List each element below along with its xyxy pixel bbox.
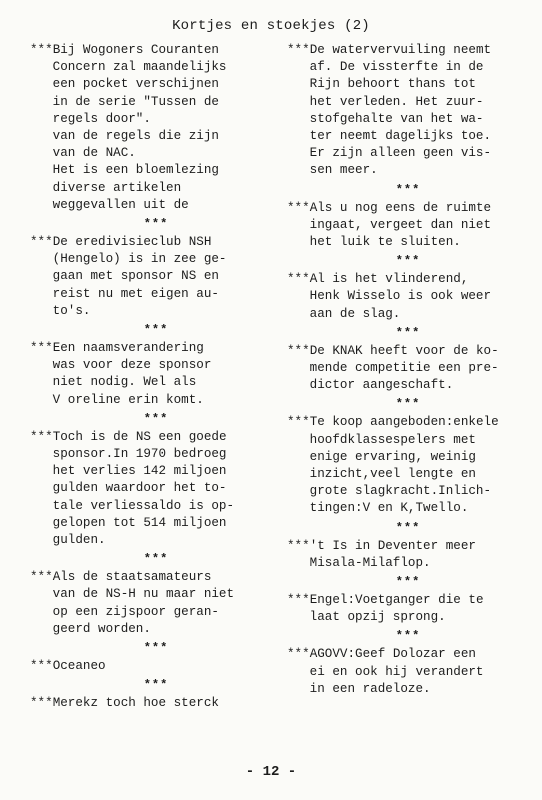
- item-line: [287, 288, 529, 305]
- separator: ***: [395, 575, 421, 590]
- news-item: [287, 200, 529, 252]
- item-text: De watervervuiling neemt: [309, 43, 492, 57]
- item-text: laat opzij sprong.: [309, 610, 446, 625]
- separator: ***: [143, 323, 169, 338]
- item-text: weggevallen uit de: [52, 197, 189, 212]
- item-line: [30, 357, 282, 374]
- item-line: [287, 200, 529, 217]
- item-line: [30, 621, 282, 638]
- item-text: dictor aangeschaft.: [309, 378, 454, 393]
- item-line: [287, 360, 529, 377]
- item-text: 't Is in Deventer meer: [309, 538, 476, 553]
- item-line: [30, 145, 282, 162]
- item-text: Concern zal maandelijks: [52, 60, 227, 75]
- item-text: Er zijn alleen geen vis-: [309, 146, 492, 161]
- item-line: [30, 286, 282, 303]
- item-text: Rijn behoort thans tot: [309, 77, 476, 92]
- item-line: [30, 234, 282, 251]
- item-line: [30, 446, 282, 463]
- item-text: Als de staatsamateurs: [52, 570, 212, 585]
- item-text: Als u nog eens de ruimte: [309, 200, 492, 215]
- item-text: AGOVV:Geef Dolozar een: [309, 647, 476, 662]
- item-text: ter neemt dagelijks toe.: [309, 129, 492, 144]
- item-text: enige ervaring, weinig: [309, 449, 476, 464]
- separator: ***: [143, 411, 169, 426]
- item-line: [287, 128, 529, 145]
- item-marker: ***: [30, 235, 53, 250]
- item-text: stofgehalte van het wa-: [309, 111, 484, 126]
- item-line: [287, 500, 529, 517]
- item-line: [287, 145, 529, 162]
- item-text: gelopen tot 514 miljoen: [52, 515, 227, 530]
- item-line: [30, 94, 282, 111]
- item-line: [30, 42, 282, 59]
- item-text: Bij Wogoners Couranten: [52, 43, 219, 57]
- item-line: [30, 162, 282, 179]
- news-item: [30, 658, 282, 675]
- item-line: [287, 646, 529, 663]
- item-line: [30, 480, 282, 497]
- news-item: [287, 646, 529, 698]
- item-marker: ***: [30, 659, 53, 674]
- news-item: [287, 414, 529, 517]
- item-text: in een radeloze.: [309, 681, 431, 696]
- item-line: [30, 374, 282, 391]
- item-text: ingaat, vergeet dan niet: [309, 217, 492, 232]
- news-item: [287, 343, 529, 395]
- item-text: het luik te sluiten.: [309, 235, 461, 250]
- item-text: ei en ook hij verandert: [309, 664, 484, 679]
- news-item: [30, 42, 282, 214]
- item-line: [287, 271, 529, 288]
- item-line: [287, 42, 529, 59]
- item-text: gaan met sponsor NS en: [52, 269, 219, 284]
- item-text: to's.: [52, 303, 91, 318]
- item-line: [30, 268, 282, 285]
- item-text: De eredivisieclub NSH: [52, 235, 212, 250]
- item-line: [30, 463, 282, 480]
- item-text: het verlies 142 miljoen: [52, 464, 227, 479]
- item-line: [287, 681, 529, 698]
- item-text: in de serie "Tussen de: [52, 94, 219, 109]
- item-line: [287, 343, 529, 360]
- news-item: [30, 234, 282, 320]
- item-text: De KNAK heeft voor de ko-: [309, 343, 499, 358]
- item-text: Toch is de NS een goede: [52, 429, 227, 444]
- item-text: Merekz toch hoe sterck: [52, 696, 219, 711]
- item-marker: ***: [287, 272, 310, 287]
- item-marker: ***: [30, 43, 53, 57]
- item-line: [30, 251, 282, 268]
- item-marker: ***: [30, 429, 53, 444]
- item-line: [30, 180, 282, 197]
- item-text: Engel:Voetganger die te: [309, 593, 484, 608]
- right-column: [287, 42, 529, 698]
- item-marker: ***: [30, 570, 53, 585]
- item-text: het verleden. Het zuur-: [309, 94, 484, 109]
- item-text: Misala-Milaflop.: [309, 555, 431, 570]
- item-text: Een naamsverandering: [52, 341, 204, 356]
- left-column: [30, 42, 282, 713]
- item-line: [287, 306, 529, 323]
- item-marker: ***: [287, 415, 310, 430]
- news-item: [287, 592, 529, 626]
- item-line: [287, 538, 529, 555]
- item-text: Het is een bloemlezing: [52, 163, 219, 178]
- item-marker: ***: [287, 200, 310, 215]
- separator: ***: [395, 520, 421, 535]
- item-line: [30, 604, 282, 621]
- item-text: op een zijspoor geran-: [52, 604, 219, 619]
- item-text: inzicht,veel lengte en: [309, 467, 476, 482]
- item-line: [30, 658, 282, 675]
- separator: ***: [395, 397, 421, 412]
- item-line: [30, 303, 282, 320]
- item-text: hoofdklassespelers met: [309, 432, 476, 447]
- item-line: [30, 569, 282, 586]
- item-line: [30, 59, 282, 76]
- item-line: [30, 197, 282, 214]
- item-line: [287, 664, 529, 681]
- separator: ***: [395, 629, 421, 644]
- item-line: [287, 234, 529, 251]
- item-line: [287, 217, 529, 234]
- separator: ***: [395, 182, 421, 197]
- item-text: Oceaneo: [52, 659, 106, 674]
- news-item: [30, 569, 282, 638]
- news-item: [287, 271, 529, 323]
- item-line: [287, 111, 529, 128]
- item-line: [287, 432, 529, 449]
- item-text: V oreline erin komt.: [52, 392, 204, 407]
- item-line: [30, 111, 282, 128]
- item-line: [30, 532, 282, 549]
- item-line: [30, 340, 282, 357]
- item-text: grote slagkracht.Inlich-: [309, 484, 492, 499]
- item-line: [30, 429, 282, 446]
- item-text: mende competitie een pre-: [309, 361, 499, 376]
- item-text: sponsor.In 1970 bedroeg: [52, 447, 227, 462]
- item-line: [30, 695, 282, 712]
- item-marker: ***: [287, 538, 310, 553]
- item-text: van de regels die zijn: [52, 129, 219, 144]
- item-line: [287, 609, 529, 626]
- item-line: [30, 392, 282, 409]
- item-line: [287, 592, 529, 609]
- item-text: niet nodig. Wel als: [52, 375, 197, 390]
- separator: ***: [143, 678, 169, 693]
- item-line: [287, 76, 529, 93]
- item-line: [30, 128, 282, 145]
- item-line: [287, 466, 529, 483]
- item-text: tale verliessaldo is op-: [52, 498, 235, 513]
- news-item: [30, 695, 282, 712]
- item-text: gulden waardoor het to-: [52, 481, 227, 496]
- news-item: [287, 538, 529, 572]
- item-line: [30, 76, 282, 93]
- item-line: [287, 414, 529, 431]
- item-text: een pocket verschijnen: [52, 77, 219, 92]
- item-text: reist nu met eigen au-: [52, 286, 219, 301]
- item-text: van de NAC.: [52, 146, 136, 161]
- page-number: - 12 -: [245, 764, 297, 780]
- item-text: Te koop aangeboden:enkele: [309, 415, 499, 430]
- item-line: [287, 483, 529, 500]
- item-marker: ***: [287, 593, 310, 608]
- item-line: [287, 59, 529, 76]
- item-line: [30, 515, 282, 532]
- item-marker: ***: [287, 343, 310, 358]
- item-text: van de NS-H nu maar niet: [52, 587, 235, 602]
- item-line: [30, 498, 282, 515]
- news-item: [287, 42, 529, 180]
- item-line: [287, 555, 529, 572]
- item-text: geerd worden.: [52, 621, 151, 636]
- item-marker: ***: [30, 341, 53, 356]
- item-text: diverse artikelen: [52, 180, 182, 195]
- separator: ***: [143, 641, 169, 656]
- separator: ***: [143, 552, 169, 567]
- item-text: tingen:V en K,Twello.: [309, 501, 469, 516]
- item-text: gulden.: [52, 533, 106, 548]
- item-text: regels door".: [52, 111, 151, 126]
- item-line: [287, 377, 529, 394]
- news-item: [30, 429, 282, 549]
- item-marker: ***: [30, 696, 53, 711]
- separator: ***: [395, 325, 421, 340]
- item-line: [287, 449, 529, 466]
- page-title: Kortjes en stoekjes (2): [172, 18, 370, 34]
- item-marker: ***: [287, 43, 310, 57]
- item-text: af. De vissterfte in de: [309, 60, 484, 75]
- item-text: Henk Wisselo is ook weer: [309, 289, 492, 304]
- item-line: [30, 586, 282, 603]
- item-text: sen meer.: [309, 163, 378, 178]
- item-text: aan de slag.: [309, 306, 401, 321]
- item-text: was voor deze sponsor: [52, 358, 212, 373]
- separator: ***: [143, 217, 169, 232]
- item-line: [287, 94, 529, 111]
- item-text: Al is het vlinderend,: [309, 272, 469, 287]
- item-marker: ***: [287, 647, 310, 662]
- item-line: [287, 162, 529, 179]
- separator: ***: [395, 254, 421, 269]
- item-text: (Hengelo) is in zee ge-: [52, 252, 227, 267]
- news-item: [30, 340, 282, 409]
